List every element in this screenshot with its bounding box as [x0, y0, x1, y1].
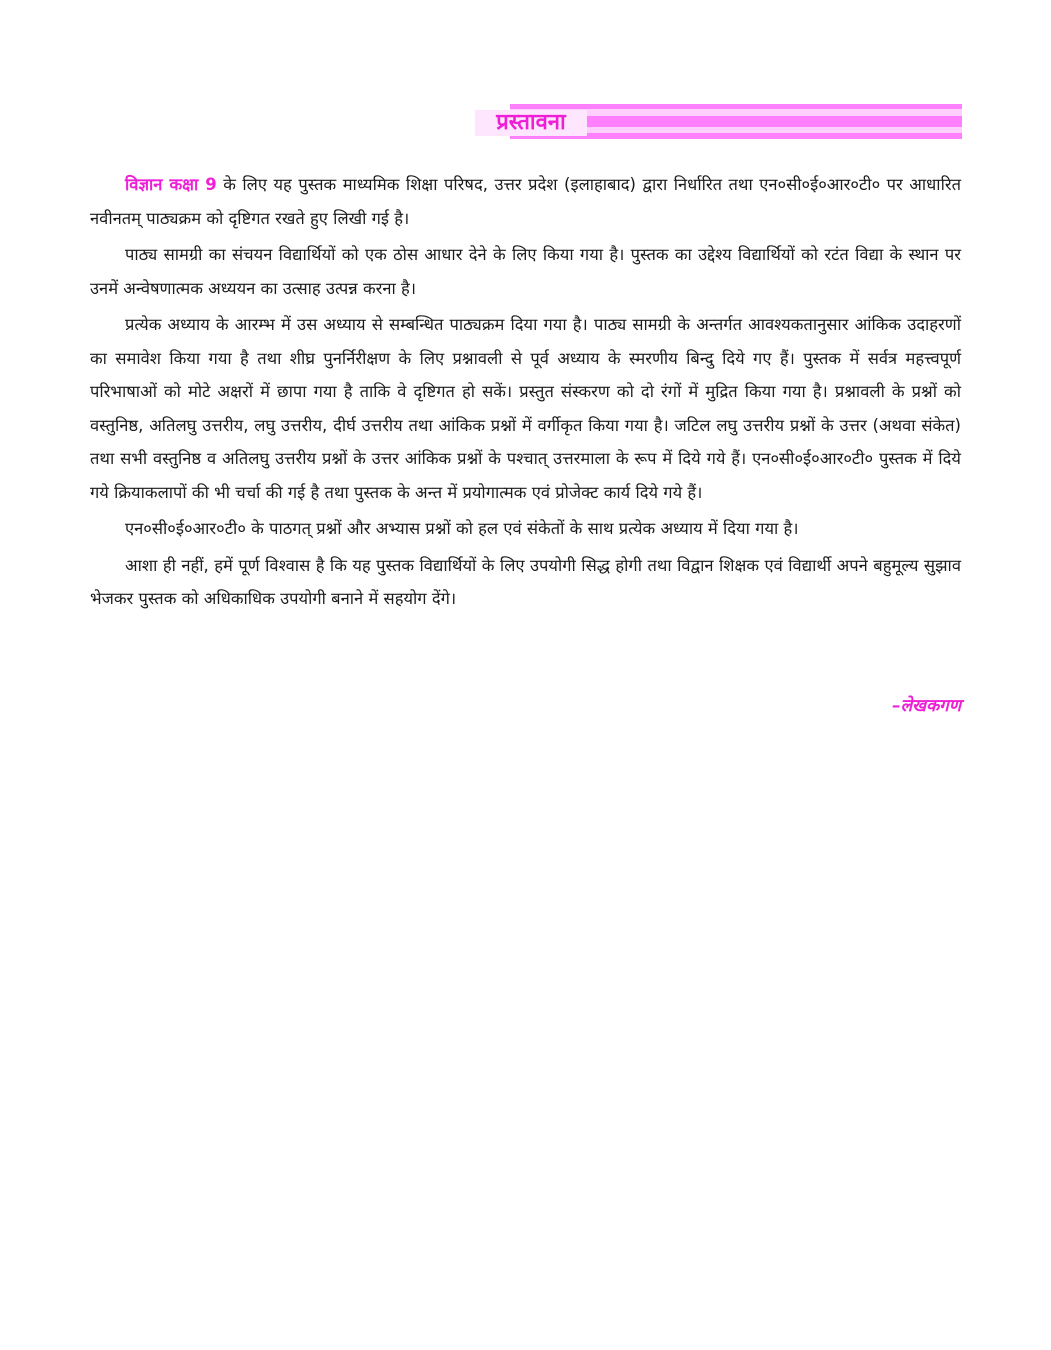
paragraph-closing: [90, 549, 961, 616]
paragraph-text: के लिए यह पुस्तक माध्यमिक शिक्षा परिषद, उत्तर प्रदेश (इलाहाबाद) द्वारा निर्धारित तथा एन०सी०ई०आर०टी० पर आधारित नवीनतम् पाठ्यक्रम को दृष्टिगत रखते हुए लिखी गई है।: [90, 175, 961, 228]
paragraph-ncert-questions: [90, 512, 961, 546]
authors-signature: –लेखकगण: [892, 696, 961, 716]
preface-body: [90, 168, 961, 619]
book-title-highlight: विज्ञान कक्षा 9: [125, 175, 217, 194]
title-box: [475, 110, 587, 136]
paragraph-intro: [90, 168, 961, 235]
paragraph-text: प्रत्येक अध्याय के आरम्भ में उस अध्याय से सम्बन्धित पाठ्यक्रम दिया गया है। पाठ्य सामग्री के अन्तर्गत आवश्यकतानुसार आंकिक उदाहरणों का समावेश किया गया है तथा शीघ्र पुनर्निरीक्षण के लिए प्रश्नावली से पूर्व अध्याय के स्मरणीय बिन्दु दिये गए हैं। पुस्तक में सर्वत्र महत्त्वपूर्ण परिभाषाओं को मोटे अक्षरों में छापा गया है ताकि वे दृष्टिगत हो सकें। प्रस्तुत संस्करण को दो रंगों में मुद्रित किया गया है। प्रश्नावली के प्रश्नों को वस्तुनिष्ठ, अतिलघु उत्तरीय, लघु उत्तरीय, दीर्घ उत्तरीय तथा आंकिक प्रश्नों में वर्गीकृत किया गया है। जटिल लघु उत्तरीय प्रश्नों के उत्तर (अथवा संकेत) तथा सभी वस्तुनिष्ठ व अतिलघु उत्तरीय प्रश्नों के उत्तर आंकिक प्रश्नों के पश्चात् उत्तरमाला के रूप में दिये गये हैं। एन०सी०ई०आर०टी० पुस्तक में दिये गये क्रियाकलापों की भी चर्चा की गई है तथा पुस्तक के अन्त में प्रयोगात्मक एवं प्रोजेक्ट कार्य दिये गये हैं।: [90, 315, 961, 502]
paragraph-text: आशा ही नहीं, हमें पूर्ण विश्वास है कि यह पुस्तक विद्यार्थियों के लिए उपयोगी सिद्ध होगी तथा विद्वान शिक्षक एवं विद्यार्थी अपने बहुमूल्य सुझाव भेजकर पुस्तक को अधिकाधिक उपयोगी बनाने में सहयोग देंगे।: [90, 555, 961, 608]
preface-heading-band: [475, 104, 962, 140]
paragraph-chapter-structure: [90, 308, 961, 509]
paragraph-content-selection: [90, 238, 961, 305]
paragraph-text: पाठ्य सामग्री का संचयन विद्यार्थियों को एक ठोस आधार देने के लिए किया गया है। पुस्तक का उद्देश्य विद्यार्थियों को रटंत विद्या के स्थान पर उनमें अन्वेषणात्मक अध्ययन का उत्साह उत्पन्न करना है।: [90, 245, 961, 298]
page-title: प्रस्तावना: [496, 110, 566, 135]
paragraph-text: एन०सी०ई०आर०टी० के पाठगत् प्रश्नों और अभ्यास प्रश्नों को हल एवं संकेतों के साथ प्रत्येक अध्याय में दिया गया है।: [125, 519, 799, 538]
